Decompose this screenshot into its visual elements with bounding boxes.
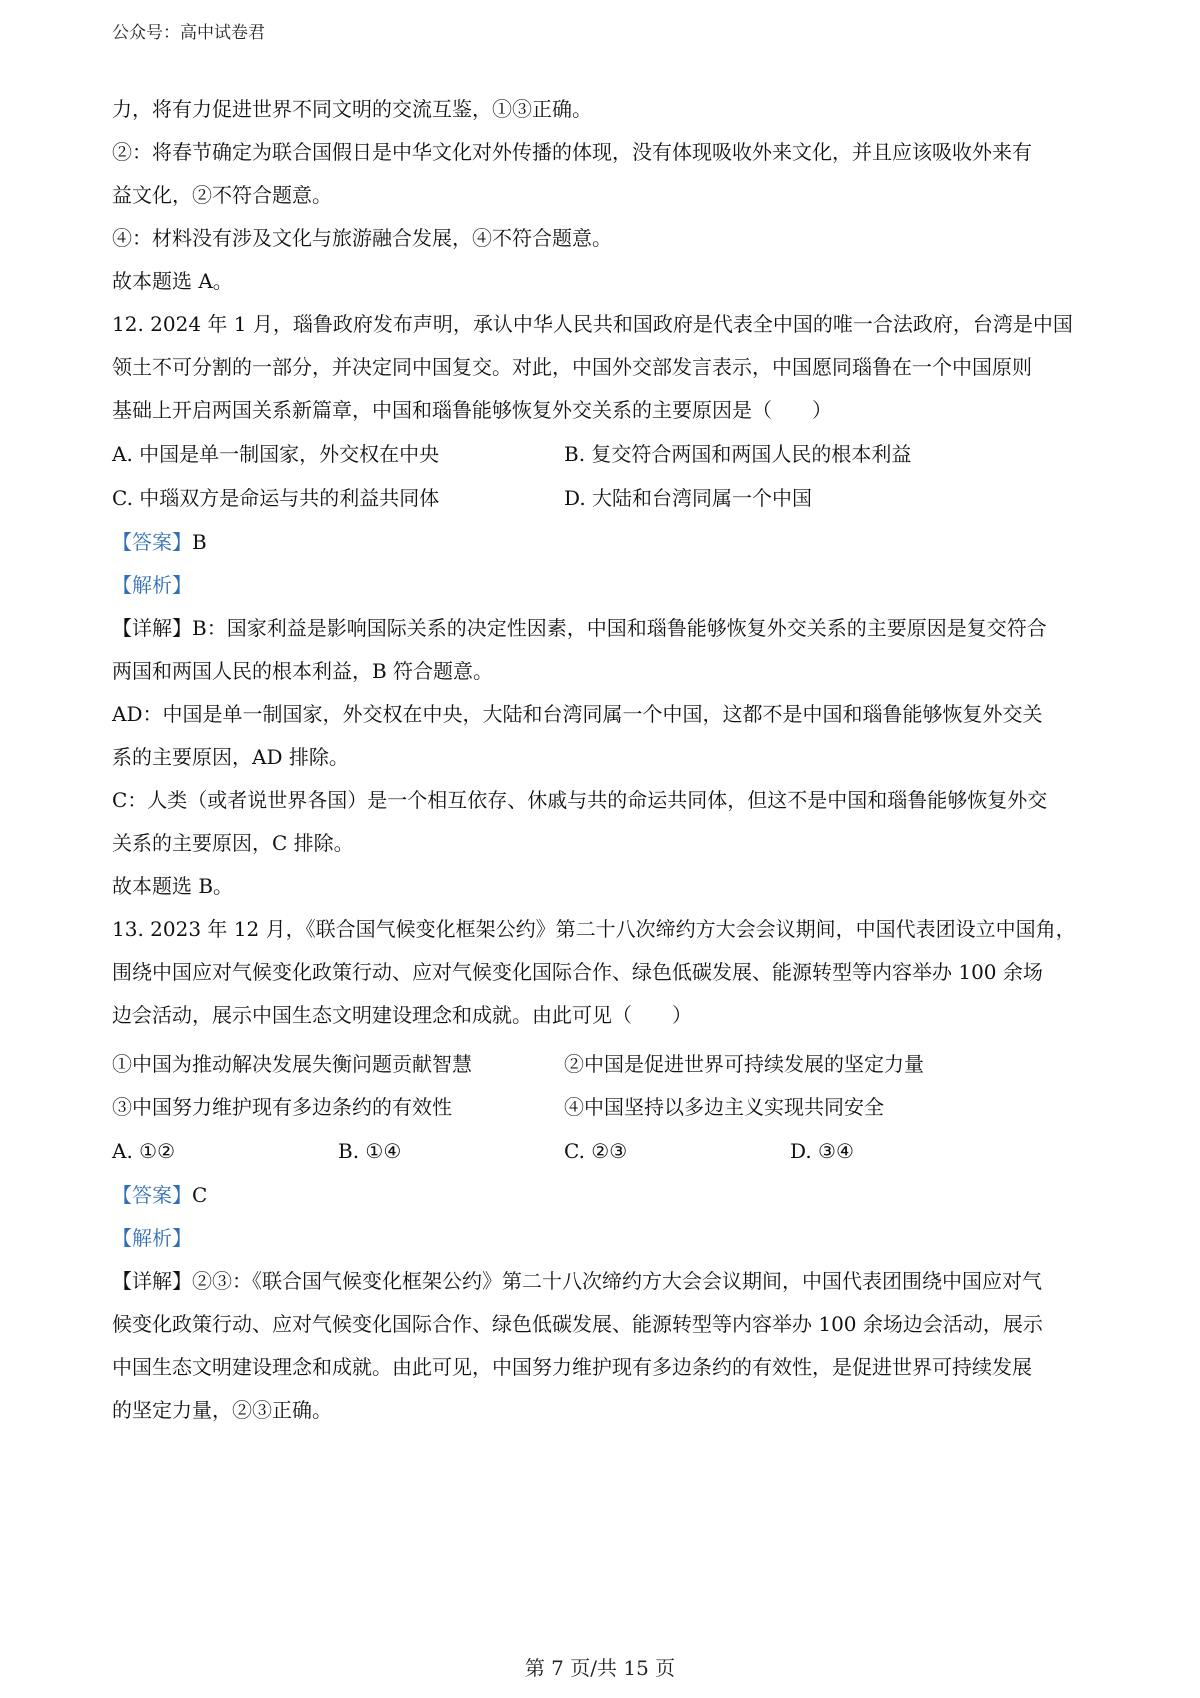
answer-tag: 【答案】 [112, 530, 192, 554]
analysis-line: ②：将春节确定为联合国假日是中华文化对外传播的体现，没有体现吸收外来文化，并且应该吸收外来有 [112, 140, 1032, 164]
q12-analysis-tag: 【解析】 [112, 573, 192, 597]
q13-analysis-tag: 【解析】 [112, 1226, 192, 1250]
q12-detail-line: 系的主要原因，AD 排除。 [112, 745, 349, 769]
q13-answer [112, 1181, 207, 1209]
q13-statement-1: ①中国为推动解决发展失衡问题贡献智慧 [112, 1052, 472, 1076]
q13-statement-2: ②中国是促进世界可持续发展的坚定力量 [564, 1052, 924, 1076]
q12-option-b: B. 复交符合两国和两国人民的根本利益 [564, 442, 912, 466]
q12-detail-line: 关系的主要原因，C 排除。 [112, 831, 354, 855]
q12-stem-line: 领土不可分割的一部分，并决定同中国复交。对此，中国外交部发言表示，中国愿同瑙鲁在一个中国原则 [112, 355, 1032, 379]
q13-statement-4: ④中国坚持以多边主义实现共同安全 [564, 1095, 884, 1119]
detail-text: ②③：《联合国气候变化框架公约》第二十八次缔约方大会会议期间，中国代表团围绕中国应对气 [192, 1269, 1042, 1293]
q13-option-b: B. ①④ [338, 1139, 402, 1163]
q13-stem-line: 围绕中国应对气候变化政策行动、应对气候变化国际合作、绿色低碳发展、能源转型等内容举办 100 余场 [112, 960, 1043, 984]
page-header: 公众号：高中试卷君 [112, 23, 265, 43]
detail-tag: 【详解】 [112, 1269, 192, 1293]
q13-detail-line: 的坚定力量，②③正确。 [112, 1398, 332, 1422]
analysis-line: 力，将有力促进世界不同文明的交流互鉴，①③正确。 [112, 97, 592, 121]
q12-detail-line: 故本题选 B。 [112, 874, 234, 898]
q12-stem-line: 基础上开启两国关系新篇章，中国和瑙鲁能够恢复外交关系的主要原因是（ ） [112, 398, 832, 422]
q13-detail-line [112, 1267, 1042, 1295]
q12-option-d: D. 大陆和台湾同属一个中国 [564, 486, 813, 510]
answer-value: C [192, 1183, 208, 1207]
answer-value: B [192, 530, 207, 554]
q12-option-a: A. 中国是单一制国家，外交权在中央 [112, 442, 440, 466]
q12-detail-line [112, 614, 1047, 642]
q13-option-d: D. ③④ [790, 1139, 854, 1163]
page-footer: 第 7 页/共 15 页 [524, 1656, 676, 1680]
q12-option-c: C. 中瑙双方是命运与共的利益共同体 [112, 486, 440, 510]
q13-option-a: A. ①② [112, 1139, 176, 1163]
q13-stem-line: 边会活动，展示中国生态文明建设理念和成就。由此可见（ ） [112, 1003, 692, 1027]
q13-option-c: C. ②③ [564, 1139, 628, 1163]
q13-detail-line: 中国生态文明建设理念和成就。由此可见，中国努力维护现有多边条约的有效性，是促进世界可持续发展 [112, 1355, 1032, 1379]
answer-tag: 【答案】 [112, 1183, 192, 1207]
analysis-line: 益文化，②不符合题意。 [112, 183, 332, 207]
q12-detail-line: 两国和两国人民的根本利益，B 符合题意。 [112, 659, 494, 683]
q13-stem-line: 13. 2023 年 12 月，《联合国气候变化框架公约》第二十八次缔约方大会会议期间，中国代表团设立中国角， [112, 917, 1076, 941]
analysis-line: ④：材料没有涉及文化与旅游融合发展，④不符合题意。 [112, 226, 612, 250]
q12-detail-line: C：人类（或者说世界各国）是一个相互依存、休戚与共的命运共同体，但这不是中国和瑙鲁能够恢复外交 [112, 788, 1048, 812]
q12-detail-line: AD：中国是单一制国家，外交权在中央，大陆和台湾同属一个中国，这都不是中国和瑙鲁能够恢复外交关 [112, 702, 1043, 726]
q12-stem-line: 12. 2024 年 1 月，瑙鲁政府发布声明，承认中华人民共和国政府是代表全中国的唯一合法政府，台湾是中国 [112, 312, 1073, 336]
analysis-line: 故本题选 A。 [112, 269, 233, 293]
detail-text: B：国家利益是影响国际关系的决定性因素，中国和瑙鲁能够恢复外交关系的主要原因是复交符合 [192, 616, 1047, 640]
q12-answer [112, 528, 207, 556]
detail-tag: 【详解】 [112, 616, 192, 640]
q13-statement-3: ③中国努力维护现有多边条约的有效性 [112, 1095, 452, 1119]
q13-detail-line: 候变化政策行动、应对气候变化国际合作、绿色低碳发展、能源转型等内容举办 100 余场边会活动，展示 [112, 1312, 1043, 1336]
